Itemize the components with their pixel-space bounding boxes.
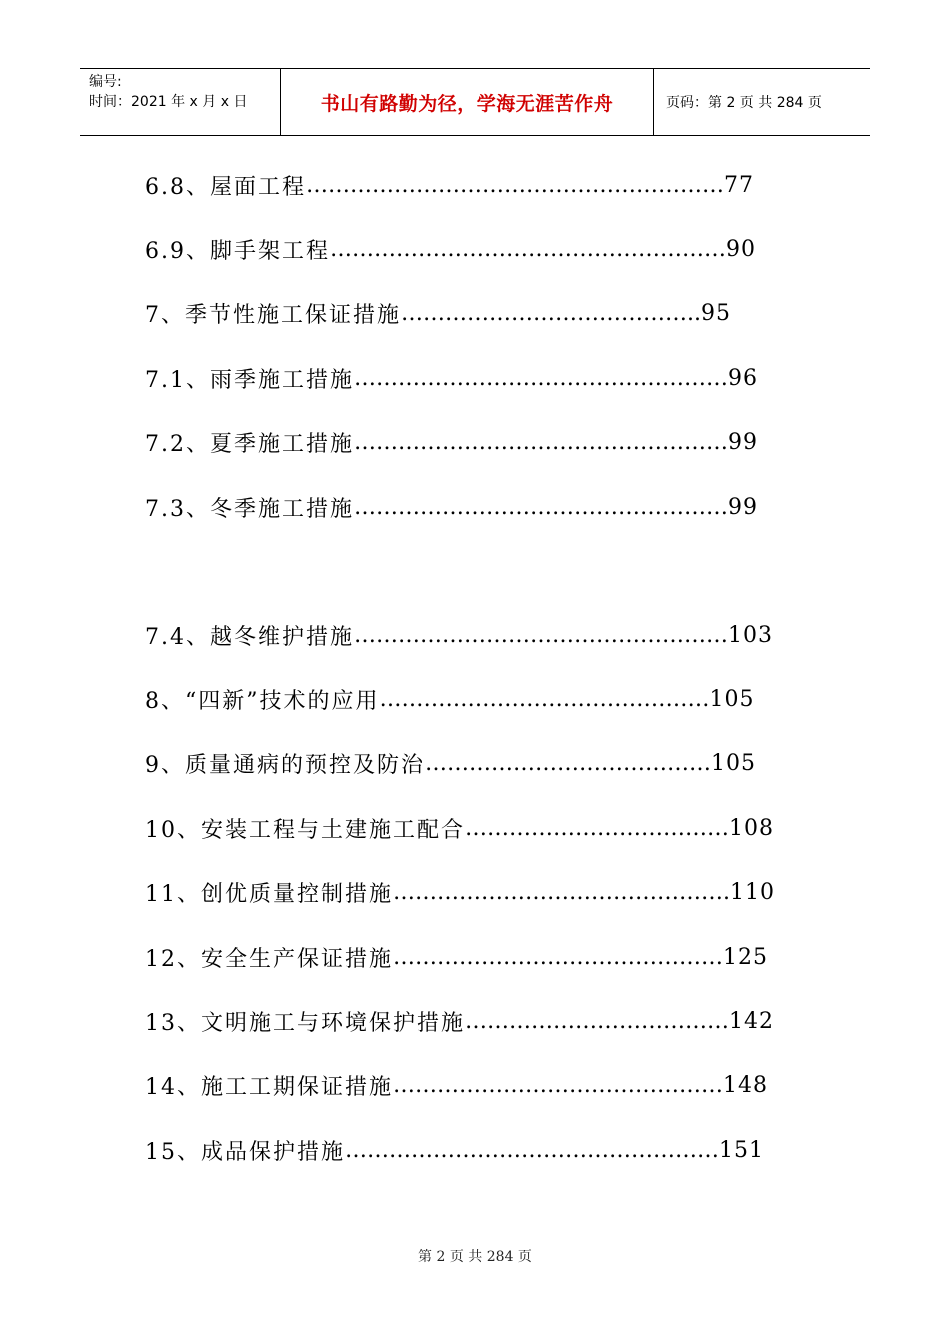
toc-entry-title: 7.2、夏季施工措施 <box>145 431 354 457</box>
toc-entry <box>145 296 731 330</box>
toc-entry-page: 90 <box>726 236 756 262</box>
toc-entry-leader: …………………………………………… <box>354 622 728 648</box>
toc-entry-leader: ……………………………………… <box>393 944 723 970</box>
toc-entry-page: 108 <box>729 815 774 841</box>
toc-entry-title: 15、成品保护措施 <box>145 1139 345 1165</box>
toc-entry <box>145 361 758 395</box>
toc-entry <box>145 1133 764 1167</box>
toc-entry-title: 7、季节性施工保证措施 <box>145 302 401 328</box>
toc-entry-leader: …………………………………………… <box>354 494 728 520</box>
toc-entry <box>145 746 756 780</box>
toc-entry-leader: ……………………………………… <box>379 686 710 712</box>
header-motto: 书山有路勤为径，学海无涯苦作舟 <box>281 69 654 135</box>
toc-entry-title: 10、安装工程与土建施工配合 <box>145 817 465 843</box>
toc-entry-title: 6.8、屋面工程 <box>145 174 306 200</box>
toc-entry-leader: ……………………………… <box>465 815 729 841</box>
toc-entry-page: 96 <box>728 365 758 391</box>
toc-entry <box>145 875 775 909</box>
toc-entry-leader: ………………………………….. <box>401 300 701 326</box>
toc-entry-leader: …………………………………………… <box>354 365 728 391</box>
toc-entry-title: 14、施工工期保证措施 <box>145 1074 393 1100</box>
toc-entry-page: 103 <box>728 622 773 648</box>
toc-entry-title: 6.9、脚手架工程 <box>145 238 330 264</box>
toc-entry-leader: ……………………………………… <box>393 1072 723 1098</box>
toc-entry-title: 7.3、冬季施工措施 <box>145 496 354 522</box>
toc-entry-leader: ………………………………… <box>425 750 711 776</box>
page-header <box>80 68 870 136</box>
toc-entry <box>145 1004 774 1038</box>
toc-entry <box>145 682 755 716</box>
toc-entry <box>145 618 773 652</box>
toc-entry <box>145 940 768 974</box>
toc-entry-page: 148 <box>723 1072 768 1098</box>
toc-entry-page: 110 <box>730 879 775 905</box>
toc-entry-leader: ………………………………………. <box>393 879 730 905</box>
toc-entry <box>145 168 754 202</box>
toc-entry-page: 105 <box>709 686 755 712</box>
toc-entry-title: 9、质量通病的预控及防治 <box>145 752 425 778</box>
toc-entry-title: 11、创优质量控制措施 <box>145 881 393 907</box>
header-page-info: 页码：第 2 页 共 284 页 <box>666 95 822 111</box>
toc-entry-page: 77 <box>724 172 754 198</box>
toc-entry-leader: ………………………………………………… <box>306 172 724 198</box>
toc-entry <box>145 811 774 845</box>
toc-entry-page: 151 <box>719 1137 764 1163</box>
date-label: 时间：2021 年 x 月 x 日 <box>89 94 248 110</box>
toc-entry-title: 7.1、雨季施工措施 <box>145 367 354 393</box>
header-meta <box>80 69 281 135</box>
serial-label: 编号: <box>89 74 122 90</box>
toc-entry-title: 13、文明施工与环境保护措施 <box>145 1010 465 1036</box>
toc-entry-page: 99 <box>728 429 758 455</box>
toc-entry-leader: …………………………………………… <box>354 429 728 455</box>
toc-entry <box>145 425 758 459</box>
toc-entry-title: 8、“四新”技术的应用 <box>145 688 380 714</box>
toc-entry-leader: …………………………………………… <box>345 1137 719 1163</box>
toc-entry-page: 99 <box>728 494 758 520</box>
toc-entry-page: 95 <box>701 300 731 326</box>
toc-entry-title: 12、安全生产保证措施 <box>145 946 393 972</box>
toc-entry-title: 7.4、越冬维护措施 <box>145 624 354 650</box>
toc-entry <box>145 232 756 266</box>
page-footer: 第 2 页 共 284 页 <box>418 1249 532 1265</box>
toc-entry-page: 142 <box>729 1008 774 1034</box>
toc-entry-leader: ……………………………………………… <box>330 236 726 262</box>
toc-entry-page: 105 <box>711 750 756 776</box>
toc-entry <box>145 490 758 524</box>
toc-entry-page: 125 <box>723 944 768 970</box>
toc-entry <box>145 1068 768 1102</box>
toc-entry-leader: ……………………………… <box>465 1008 729 1034</box>
